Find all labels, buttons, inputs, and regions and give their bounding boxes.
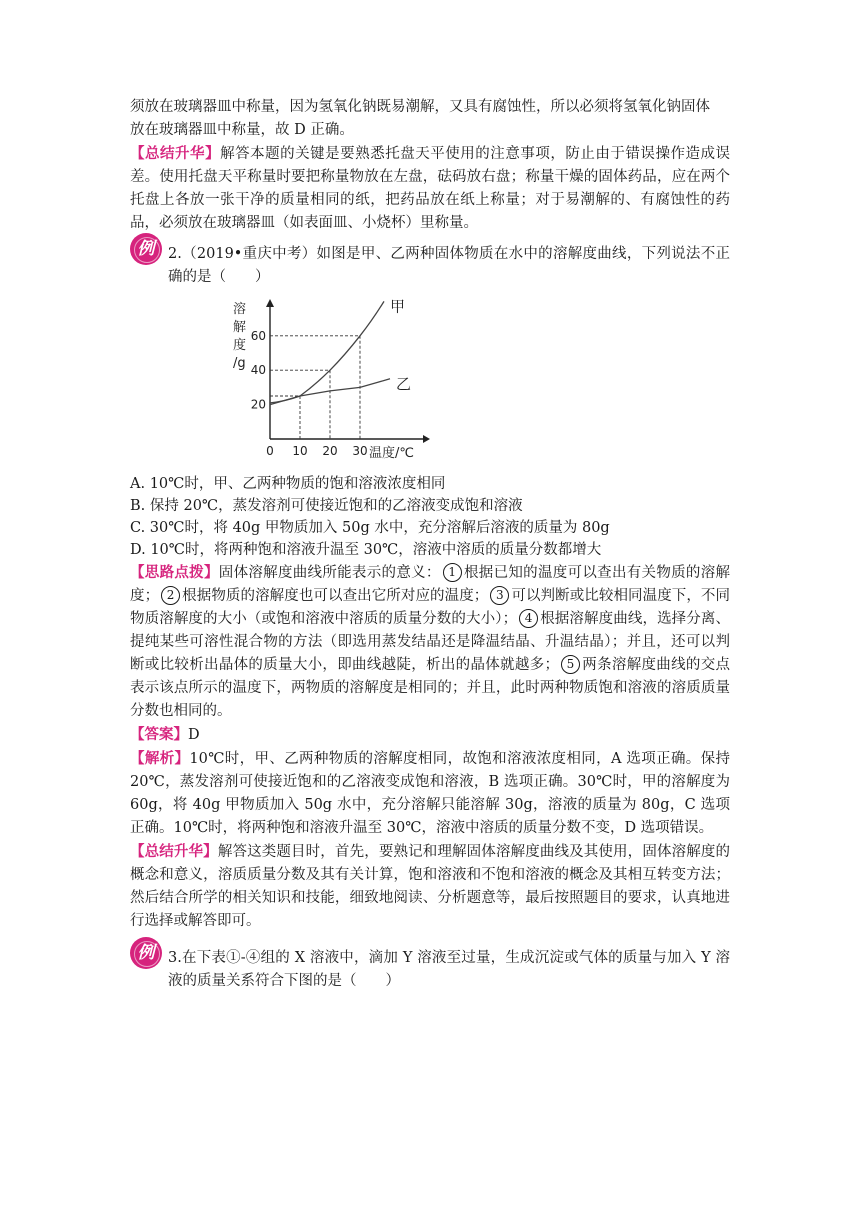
hint-tag: 【思路点拨】 <box>130 564 219 581</box>
example-3 <box>130 943 730 993</box>
x-tick-label: 0 <box>266 444 274 458</box>
circled-number-4: 4 <box>519 609 538 628</box>
answer-tag: 【答案】 <box>130 726 188 743</box>
analysis-tag: 【解析】 <box>130 750 190 767</box>
summary-tag: 【总结升华】 <box>130 145 221 162</box>
summary-text: 解答本题的关键是要熟悉托盘天平使用的注意事项，防止由于错误操作造成误差。使用托盘天平称量时要把称量物放在左盘，砝码放右盘；称量干燥的固体药品，应在两个托盘上各放一张干净的质量相同的纸，把药品放在纸上称量；对于易潮解的、有腐蚀性的药品，必须放在玻璃器皿（如表面皿、小烧杯）里称量。 <box>130 146 730 231</box>
y-axis-label: 度 <box>233 338 247 353</box>
x-tick-label: 30 <box>352 444 368 458</box>
answer-text: D <box>188 727 200 743</box>
analysis-section <box>130 747 730 840</box>
option-d: D. 10℃时，将两种饱和溶液升温至 30℃，溶液中溶质的质量分数都增大 <box>130 542 602 558</box>
summary-tag: 【总结升华】 <box>130 843 218 860</box>
example-badge-icon: 例 <box>130 937 162 969</box>
summary-section-1 <box>130 142 730 235</box>
summary-text: 解答这类题目时，首先，要熟记和理解固体溶解度曲线及其使用，固体溶解度的概念和意义，溶质质量分数及其有关计算，饱和溶液和不饱和溶液的概念及其相互转变方法；然后结合所学的相关知识和技能，细致地阅读、分析题意等，最后按照题目的要求，认真地进行选择或解答即可。 <box>130 844 730 929</box>
y-tick-label: 20 <box>250 397 266 412</box>
circled-number-1: 1 <box>443 563 462 582</box>
y-tick-label: 60 <box>250 328 266 343</box>
circled-number-3: 3 <box>490 586 509 605</box>
x-axis-label: 温度/℃ <box>369 446 414 461</box>
question-2-stem: 2.（2019•重庆中考）如图是甲、乙两种固体物质在水中的溶解度曲线，下列说法不正确的是（ ） <box>168 246 730 285</box>
paragraph-continuation: 须放在玻璃器皿中称量，因为氢氧化钠既易潮解，又具有腐蚀性，所以必须将氢氧化钠固体 放在玻璃器皿中称量，故 D 正确。 <box>130 99 710 138</box>
document-page <box>130 96 730 993</box>
options-list <box>130 473 730 561</box>
option-c: C. 30℃时，将 40g 甲物质加入 50g 水中，充分溶解后溶液的质量为 80g <box>130 520 610 536</box>
y-axis-arrow-icon <box>266 299 274 307</box>
circled-number-2: 2 <box>161 586 180 605</box>
y-tick-label: 40 <box>250 363 266 378</box>
y-axis-label: /g <box>233 356 246 371</box>
example-2 <box>130 239 730 289</box>
series-line-0 <box>270 301 384 402</box>
option-b: B. 保持 20℃，蒸发溶剂可使接近饱和的乙溶液变成饱和溶液 <box>130 498 523 514</box>
analysis-text: 10℃时，甲、乙两种物质的溶解度相同，故饱和溶液浓度相同，A 选项正确。保持 20℃，蒸发溶剂可使接近饱和的乙溶液变成饱和溶液，B 选项正确。30℃时，甲的溶解度为 60g，将 40g 甲物质加入 50g 水中，充分溶解只能溶解 30g，溶液的质量为 80g，C 选项正确。10℃时，将两种饱和溶液升温至 30℃，溶液中溶质的质量分数不变，D 选项错误。 <box>130 751 731 836</box>
y-axis-label: 溶 <box>233 302 247 317</box>
question-3-stem: 3.在下表①-④组的 X 溶液中，滴加 Y 溶液至过量，生成沉淀或气体的质量与加入 Y 溶液的质量关系符合下图的是（ ） <box>168 950 730 989</box>
example-badge-icon: 例 <box>130 233 162 265</box>
hint-section: 【思路点拨】固体溶解度曲线所能表示的意义： 1 根据已知的温度可以查出有关物质的溶解度； 2 根据物质的溶解度也可以查出它所对应的温度； 3 可以判断或比较相同温度下，不同物质溶解度的大小（或饱和溶液中溶质的质量分数的大小）； 4 根据溶解度曲线，选择分离、提纯某些可溶性混合物的方法（即选用蒸发结晶还是降温结晶、升温结晶）；并且，还可以判断或比较析出晶体的质量大小，即曲线越陡，析出的晶体就越多； 5 两条溶解度曲线的交点表示该点所示的温度下，两物质的溶解度是相同的；并且，此时两种物质饱和溶液的溶质质量分数也相同的。 <box>130 564 731 719</box>
summary-section-2 <box>130 840 730 933</box>
solubility-chart <box>225 297 435 467</box>
x-tick-label: 10 <box>292 444 308 458</box>
x-axis-arrow-icon <box>423 435 430 443</box>
y-axis-label: 解 <box>233 320 247 335</box>
answer-section <box>130 723 730 747</box>
circled-number-5: 5 <box>561 655 580 674</box>
x-tick-label: 20 <box>322 444 338 458</box>
series-label-0: 甲 <box>390 297 406 316</box>
series-label-1: 乙 <box>396 374 412 393</box>
option-a: A. 10℃时，甲、乙两种物质的饱和溶液浓度相同 <box>130 476 446 492</box>
